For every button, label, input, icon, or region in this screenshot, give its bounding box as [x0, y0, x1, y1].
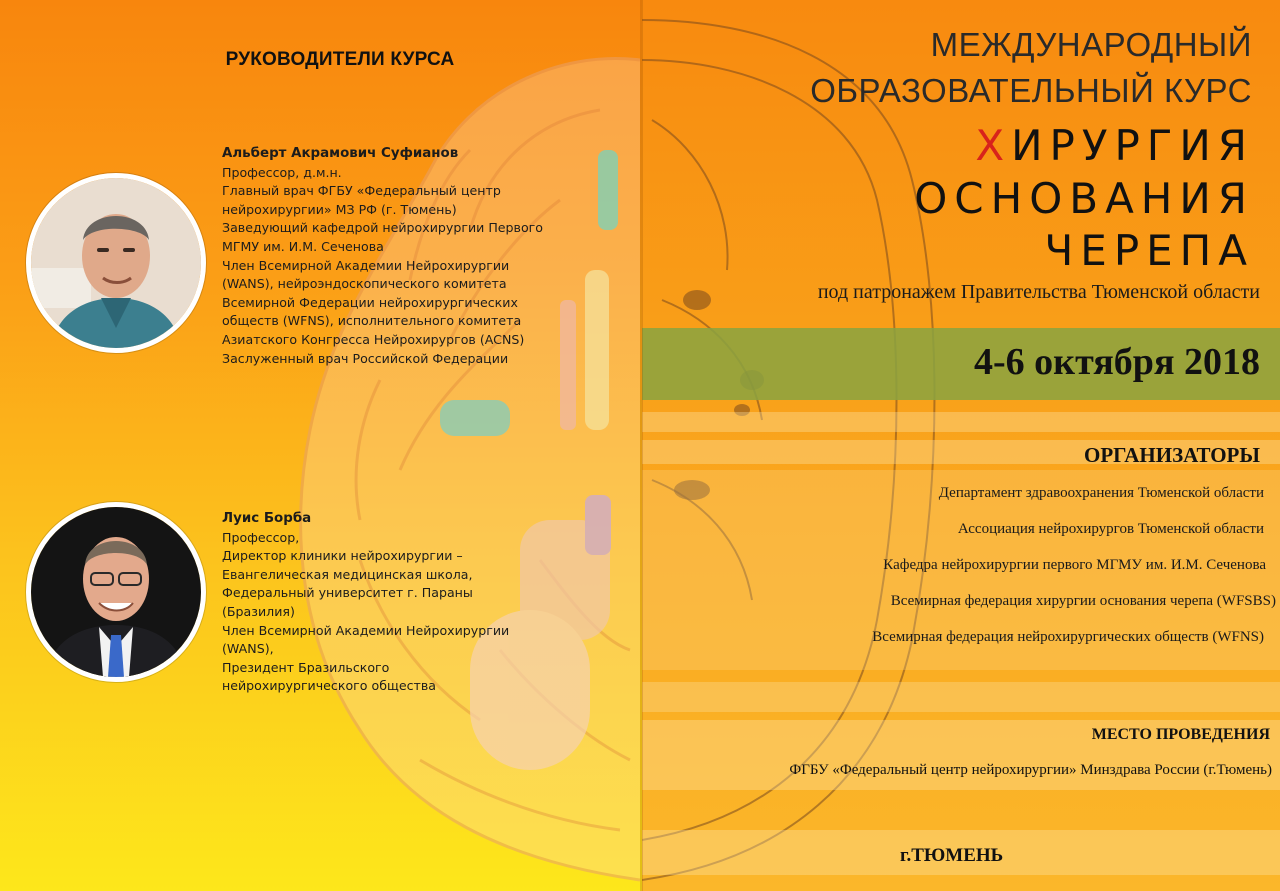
portrait-man-2-icon — [31, 507, 201, 677]
title-accent-letter: Х — [975, 121, 1012, 170]
person-line: Заведующий кафедрой нейрохирургии Первого — [222, 220, 543, 236]
person-line: обществ (WFNS), исполнительного комитета — [222, 313, 522, 329]
person-line: Евангелическая медицинская школа, — [222, 566, 473, 582]
portrait-man-1-icon — [31, 178, 201, 348]
title-international: МЕЖДУНАРОДНЫЙ — [930, 26, 1252, 63]
organizer-item: Всемирная федерация хирургии основания черепа (WFSBS) — [890, 593, 1276, 609]
venue-text: ФГБУ «Федеральный центр нейрохирургии» Минздрава России (г.Тюмень) — [789, 762, 1272, 778]
person-line: Директор клиники нейрохирургии – — [222, 548, 463, 564]
person-name: Луис Борба — [222, 511, 312, 526]
person-borba — [222, 510, 509, 696]
title-surgery-rest: ИРУРГИЯ — [1011, 121, 1254, 170]
person-line: нейрохирургии» МЗ РФ (г. Тюмень) — [222, 201, 457, 217]
title-skull: ЧЕРЕПА — [1044, 226, 1254, 275]
patronage-text: под патронажем Правительства Тюменской области — [817, 281, 1260, 303]
person-line: Главный врач ФГБУ «Федеральный центр — [222, 183, 501, 199]
person-name: Альберт Акрамович Суфианов — [222, 146, 459, 161]
person-line: МГМУ им. И.М. Сеченова — [222, 238, 384, 254]
person-line: (WANS), нейроэндоскопического комитета — [222, 276, 507, 292]
fold-line — [640, 0, 643, 891]
title-base: ОСНОВАНИЯ — [914, 174, 1254, 223]
person-line: Федеральный университет г. Параны — [222, 585, 473, 601]
person-line: Заслуженный врач Российской Федерации — [222, 350, 509, 366]
person-line: Профессор, — [222, 529, 300, 545]
organizers-title: ОРГАНИЗАТОРЫ — [1084, 443, 1260, 467]
course-leaders-heading: РУКОВОДИТЕЛИ КУРСА — [225, 49, 455, 70]
title-educational-course: ОБРАЗОВАТЕЛЬНЫЙ КУРС — [810, 72, 1252, 109]
organizer-item: Всемирная федерация нейрохирургических обществ (WFNS) — [872, 629, 1264, 645]
person-line: Профессор, д.м.н. — [222, 164, 342, 180]
person-line: (Бразилия) — [222, 603, 295, 619]
event-date: 4-6 октября 2018 — [974, 341, 1260, 383]
person-line: (WANS), — [222, 641, 274, 657]
person-line: нейрохирургического общества — [222, 678, 436, 694]
avatar-borba — [26, 502, 206, 682]
person-line: Азиатского Конгресса Нейрохирургов (ACNS) — [222, 331, 525, 347]
person-line: Член Всемирной Академии Нейрохирургии — [222, 257, 510, 273]
organizer-item: Департамент здравоохранения Тюменской области — [938, 485, 1264, 501]
venue-title: МЕСТО ПРОВЕДЕНИЯ — [1091, 726, 1270, 743]
person-line: Всемирной Федерации нейрохирургических — [222, 294, 518, 310]
title-surgery — [975, 121, 1254, 171]
organizer-item: Ассоциация нейрохирургов Тюменской области — [957, 521, 1264, 537]
organizer-item: Кафедра нейрохирургии первого МГМУ им. И.М. Сеченова — [883, 557, 1266, 573]
city-name: г.ТЮМЕНЬ — [900, 845, 1004, 866]
person-line: Член Всемирной Академии Нейрохирургии — [222, 622, 510, 638]
avatar-sufianov — [26, 173, 206, 353]
person-line: Президент Бразильского — [222, 659, 390, 675]
person-sufianov — [222, 145, 543, 368]
